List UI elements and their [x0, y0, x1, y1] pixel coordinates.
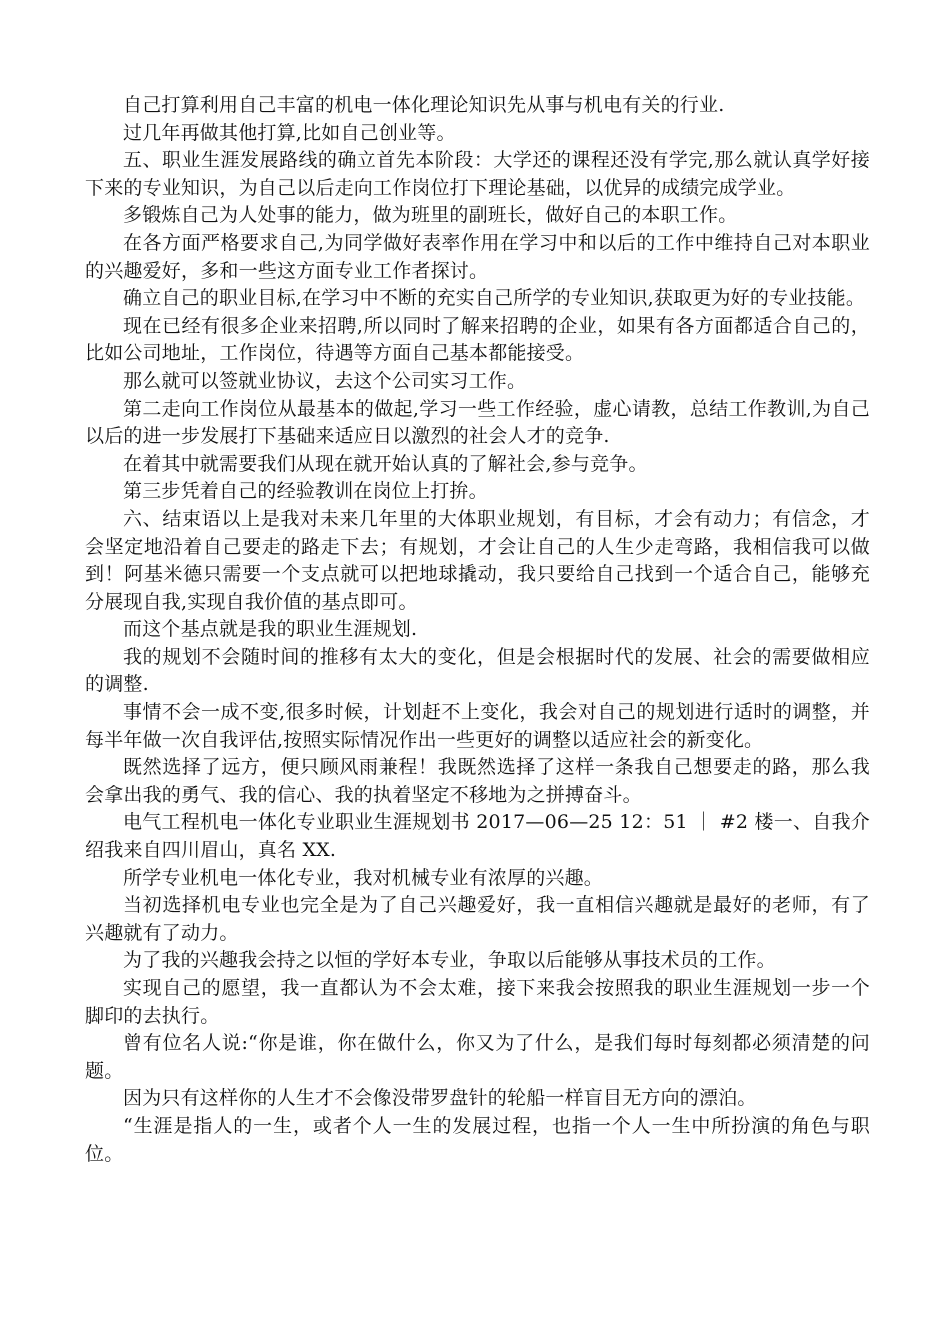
paragraph: 我的规划不会随时间的推移有太大的变化，但是会根据时代的发展、社会的需要做相应的调整.	[85, 645, 870, 696]
paragraph: 自己打算利用自己丰富的机电一体化理论知识先从事与机电有关的行业.	[123, 94, 725, 116]
paragraph: 在各方面严格要求自己,为同学做好表率作用在学习中和以后的工作中维持自己对本职业的兴趣爱好，多和一些这方面专业工作者探讨。	[85, 231, 870, 282]
paragraph: 当初选择机电专业也完全是为了自己兴趣爱好，我一直相信兴趣就是最好的老师，有了兴趣就有了动力。	[85, 894, 870, 944]
paragraph: 六、结束语以上是我对未来几年里的大体职业规划，有目标，才会有动力；有信念，才会坚定地沿着自己要走的路走下去；有规划，才会让自己的人生少走弯路，我相信我可以做到！阿基米德只需要一个支点就可以把地球撬动，我只要给自己找到一个适合自己，能够充分展现自我,实现自我价值的基点即可。	[85, 507, 870, 613]
paragraph: 过几年再做其他打算,比如自己创业等。	[123, 121, 456, 144]
paragraph: 第三步凭着自己的经验教训在岗位上打拚。	[123, 480, 488, 503]
paragraph: 多锻炼自己为人处事的能力，做为班里的副班长，做好自己的本职工作。	[123, 204, 738, 227]
paragraph: 实现自己的愿望，我一直都认为不会太难，接下来我会按照我的职业生涯规划一步一个脚印的去执行。	[85, 977, 870, 1027]
paragraph: 电气工程机电一体化专业职业生涯规划书 2017—06—25 12：51 ｜ #2 楼一、自我介绍我来自四川眉山，真名 XX.	[85, 811, 870, 862]
paragraph: 为了我的兴趣我会持之以恒的学好本专业，争取以后能够从事技术员的工作。	[123, 949, 776, 972]
paragraph: 因为只有这样你的人生才不会像没带罗盘针的轮船一样盲目无方向的漂泊。	[123, 1087, 757, 1110]
paragraph: 那么就可以签就业协议，去这个公司实习工作。	[123, 369, 527, 392]
paragraph: 曾有位名人说:“你是谁，你在做什么，你又为了什么，是我们每时每刻都必须清楚的问题。	[85, 1032, 870, 1082]
paragraph: 在着其中就需要我们从现在就开始认真的了解社会,参与竞争。	[123, 452, 648, 475]
paragraph: 事情不会一成不变,很多时候，计划赶不上变化，我会对自己的规划进行适时的调整，并每半年做一次自我评估,按照实际情况作出一些更好的调整以适应社会的新变化。	[85, 701, 870, 751]
paragraph: 确立自己的职业目标,在学习中不断的充实自己所学的专业知识,获取更为好的专业技能。	[123, 287, 866, 310]
paragraph: 既然选择了远方，便只顾风雨兼程！我既然选择了这样一条我自己想要走的路，那么我会拿出我的勇气、我的信心、我的执着坚定不移地为之拼搏奋斗。	[85, 756, 870, 806]
paragraph: 所学专业机电一体化专业，我对机械专业有浓厚的兴趣。	[123, 866, 604, 889]
paragraph: 现在已经有很多企业来招聘,所以同时了解来招聘的企业，如果有各方面都适合自己的，比如公司地址，工作岗位，待遇等方面自己基本都能接受。	[85, 314, 870, 365]
paragraph: 而这个基点就是我的职业生涯规划.	[123, 618, 418, 641]
paragraph: “生涯是指人的一生，或者个人一生的发展过程，也指一个人一生中所扮演的角色与职位。	[85, 1114, 870, 1165]
document-body	[85, 92, 870, 1168]
paragraph: 第二走向工作岗位从最基本的做起,学习一些工作经验，虚心请教，总结工作教训,为自己以后的进一步发展打下基础来适应日以激烈的社会人才的竞争.	[85, 397, 870, 448]
paragraph: 五、职业生涯发展路线的确立首先本阶段：大学还的课程还没有学完,那么就认真学好接下来的专业知识，为自己以后走向工作岗位打下理论基础，以优异的成绩完成学业。	[85, 149, 870, 199]
